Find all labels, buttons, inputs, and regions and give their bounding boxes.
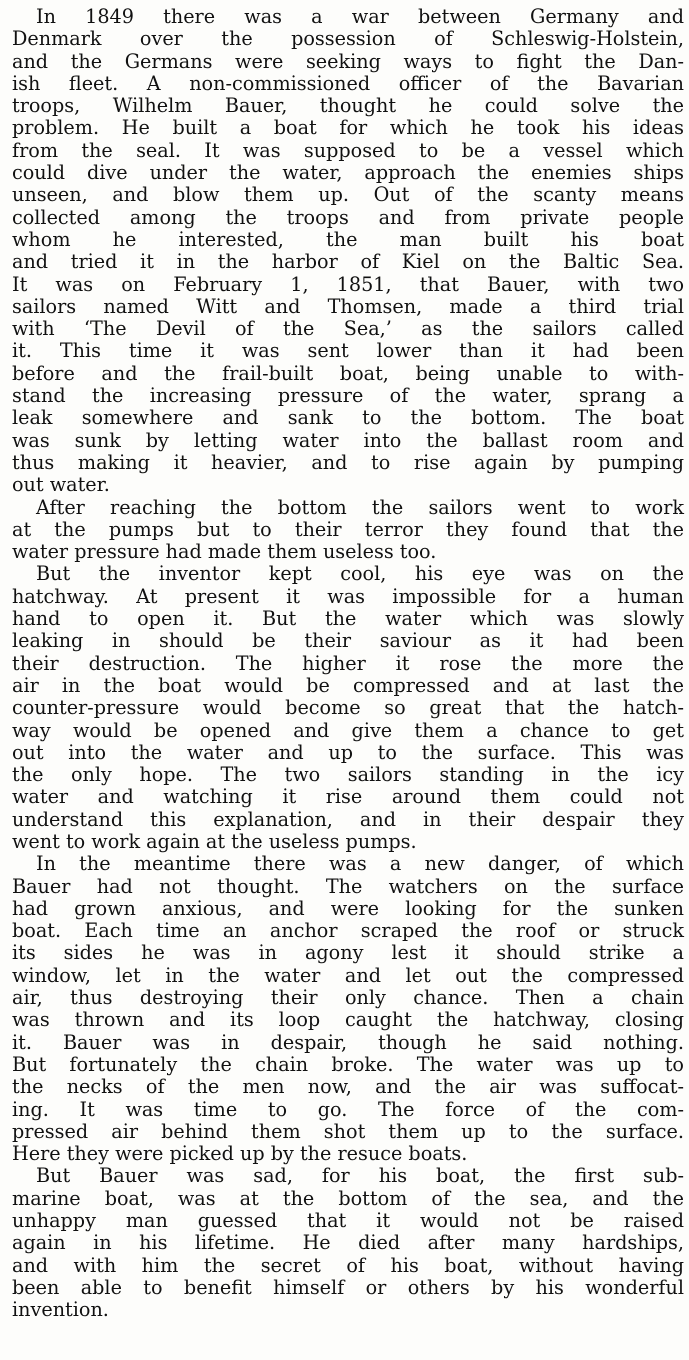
article-line: with ‘The Devil of the Sea,’ as the sailors called <box>12 317 684 341</box>
article-column <box>12 6 684 1322</box>
article-line: pressed air behind them shot them up to the surface. <box>12 1119 684 1143</box>
article-line: its sides he was in agony lest it should strike a <box>12 941 684 965</box>
article-line: at the pumps but to their terror they found that the <box>12 517 684 541</box>
article-line: thus making it heavier, and to rise again by pumping <box>12 450 684 474</box>
article-line: air, thus destroying their only chance. Then a chain <box>12 986 684 1010</box>
article-line: the only hope. The two sailors standing in the icy <box>12 763 684 787</box>
article-line: boat. Each time an anchor scraped the roof or struck <box>12 919 684 943</box>
article-line: was thrown and its loop caught the hatchway, closing <box>12 1008 684 1032</box>
article-line: Bauer had not thought. The watchers on the surface <box>12 874 684 898</box>
article-line: troops, Wilhelm Bauer, thought he could solve the <box>12 94 684 118</box>
article-line: whom he interested, the man built his boat <box>12 227 684 251</box>
article-line: and with him the secret of his boat, without having <box>12 1253 684 1277</box>
article-line: counter-pressure would become so great that the hatch- <box>12 696 684 720</box>
article-line: collected among the troops and from private people <box>12 205 684 229</box>
article-line: it. This time it was sent lower than it had been <box>12 339 684 363</box>
article-line: the necks of the men now, and the air was suffocat- <box>12 1075 684 1099</box>
article-line: from the seal. It was supposed to be a vessel which <box>12 138 684 162</box>
article-line: problem. He built a boat for which he took his ideas <box>12 116 684 140</box>
article-line: After reaching the bottom the sailors went to work <box>36 495 684 519</box>
article-line: But the inventor kept cool, his eye was on the <box>36 562 684 586</box>
article-line: invention. <box>12 1298 109 1322</box>
article-line: could dive under the water, approach the enemies ships <box>12 161 684 185</box>
article-line: understand this explanation, and in their despair they <box>12 807 684 831</box>
article-line: out into the water and up to the surface. This was <box>12 740 684 764</box>
article-line: But fortunately the chain broke. The water was up to <box>12 1052 684 1076</box>
article-line: it. Bauer was in despair, though he said nothing. <box>12 1030 684 1054</box>
article-line: and the Germans were seeking ways to fight the Dan- <box>12 49 684 73</box>
article-paragraph <box>12 6 684 497</box>
article-line: been able to benefit himself or others by his wonderful <box>12 1275 684 1299</box>
article-line: It was on February 1, 1851, that Bauer, with two <box>12 272 684 296</box>
article-line: marine boat, was at the bottom of the sea, and the <box>12 1186 684 1210</box>
article-line: hatchway. At present it was impossible for a human <box>12 584 684 608</box>
article-line: again in his lifetime. He died after many hardships, <box>12 1231 684 1255</box>
article-line: sailors named Witt and Thomsen, made a third trial <box>12 294 684 318</box>
article-line: unhappy man guessed that it would not be raised <box>12 1209 684 1233</box>
article-line: ish fleet. A non-commissioned officer of the Bavarian <box>12 71 684 95</box>
article-paragraph <box>12 497 684 564</box>
article-line: But Bauer was sad, for his boat, the first sub- <box>36 1164 684 1188</box>
article-line: went to work again at the useless pumps. <box>12 829 417 853</box>
article-line: Here they were picked up by the resuce boats. <box>12 1142 468 1166</box>
article-line: window, let in the water and let out the compressed <box>12 963 684 987</box>
article-line: had grown anxious, and were looking for the sunken <box>12 896 684 920</box>
article-line: their destruction. The higher it rose the more the <box>12 651 684 675</box>
article-line: ing. It was time to go. The force of the com- <box>12 1097 684 1121</box>
article-line: In the meantime there was a new danger, of which <box>36 852 684 876</box>
article-line: water pressure had made them useless too. <box>12 540 437 564</box>
article-line: hand to open it. But the water which was slowly <box>12 607 684 631</box>
article-paragraph <box>12 1165 684 1321</box>
article-line: stand the increasing pressure of the water, sprang a <box>12 384 684 408</box>
article-paragraph <box>12 853 684 1165</box>
article-line: was sunk by letting water into the ballast room and <box>12 428 684 452</box>
article-line: In 1849 there was a war between Germany and <box>36 5 684 28</box>
article-line: leaking in should be their saviour as it had been <box>12 629 684 653</box>
article-line: out water. <box>12 473 110 497</box>
article-line: Denmark over the possession of Schleswig-Holstein, <box>12 27 684 51</box>
article-line: leak somewhere and sank to the bottom. The boat <box>12 406 684 430</box>
article-line: air in the boat would be compressed and at last the <box>12 673 684 697</box>
article-line: unseen, and blow them up. Out of the scanty means <box>12 183 684 207</box>
article-paragraph <box>12 563 684 853</box>
article-line: way would be opened and give them a chance to get <box>12 718 684 742</box>
article-line: water and watching it rise around them could not <box>12 785 684 809</box>
article-line: before and the frail-built boat, being unable to with- <box>12 361 684 385</box>
article-line: and tried it in the harbor of Kiel on the Baltic Sea. <box>12 250 684 274</box>
